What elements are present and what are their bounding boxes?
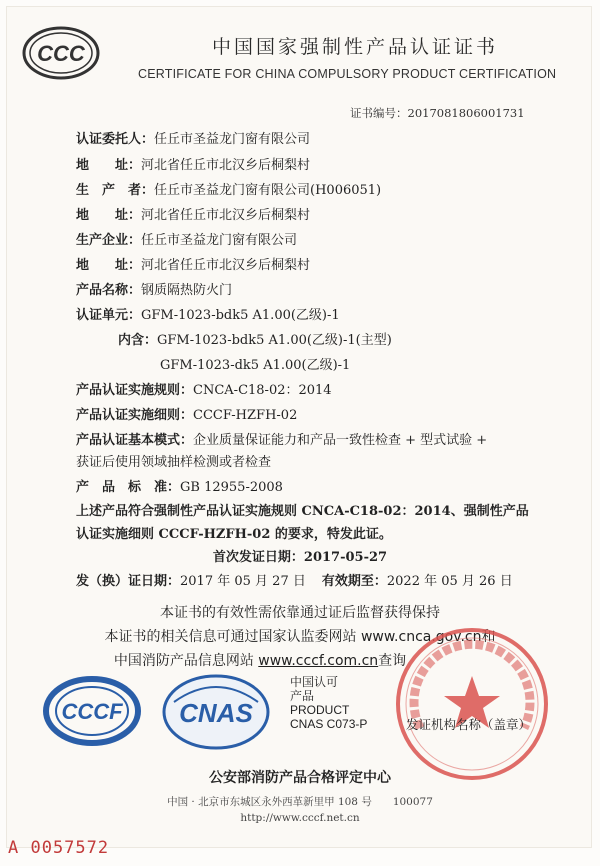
field-label: 认证单元： — [76, 308, 142, 323]
field-standard — [76, 476, 283, 495]
serial-number: A 0057572 — [8, 838, 110, 858]
field-value: 获证后使用领域抽样检测或者检查 — [76, 455, 272, 470]
statement-line-1: 上述产品符合强制性产品认证实施规则 CNCA-C18-02：2014、强制性产品 — [76, 504, 529, 519]
field-mode-cont — [76, 451, 271, 470]
statement-line-2: 认证实施细则 CCCF-HZFH-02 的要求，特发此证。 — [76, 527, 392, 542]
accreditation-text: 中国认可 产品 PRODUCT CNAS C073-P — [290, 675, 368, 731]
field-label: 生产企业： — [76, 233, 142, 248]
field-applicant — [76, 128, 310, 147]
field-label: 认证委托人： — [76, 132, 155, 147]
field-product-name — [76, 279, 232, 298]
field-label: 产品认证实施规则： — [76, 383, 194, 398]
ccc-logo — [22, 26, 100, 80]
organization-address: 中国 · 北京市东城区永外西革新里甲 108 号 100077 — [167, 796, 433, 808]
svg-text:CCC: CCC — [37, 41, 85, 66]
field-value: 河北省任丘市北汉乡后桐梨村 — [141, 258, 311, 273]
cccf-link[interactable]: www.cccf.com.cn — [258, 653, 379, 669]
field-label: 地 址： — [76, 208, 142, 223]
field-value: 任丘市圣益龙门窗有限公司(H006051) — [154, 183, 382, 198]
field-label: 生 产 者： — [76, 183, 155, 198]
field-label: 产 品 标 准： — [76, 480, 181, 495]
field-details — [76, 404, 297, 423]
contents-item: GFM-1023-bdk5 A1.00(乙级)-1(主型) — [157, 333, 392, 348]
first-issue-date: 首次发证日期：2017-05-27 — [212, 550, 388, 565]
field-value: CCCF-HZFH-02 — [193, 408, 298, 423]
field-applicant-address — [76, 154, 310, 173]
field-mode — [76, 429, 487, 448]
field-factory-address — [76, 254, 310, 273]
issue-validity-dates — [76, 570, 513, 589]
reissue-label: 发（换）证日期： — [76, 574, 181, 589]
valid-date: 2022 年 05 月 26 日 — [386, 574, 513, 589]
field-value: 企业质量保证能力和产品一致性检查 + 型式试验 + — [193, 433, 488, 448]
cccf-logo — [42, 676, 142, 746]
contents-label: 内含： — [118, 333, 158, 348]
contents-item: GFM-1023-dk5 A1.00(乙级)-1 — [160, 358, 351, 373]
field-manufacturer-address — [76, 204, 310, 223]
issuer-label: 发证机构名称（盖章） — [406, 717, 532, 732]
field-value: 河北省任丘市北汉乡后桐梨村 — [141, 158, 311, 173]
field-label: 地 址： — [76, 258, 142, 273]
svg-text:CNAS: CNAS — [179, 698, 253, 728]
field-value: 任丘市圣益龙门窗有限公司 — [154, 132, 311, 147]
field-value: CNCA-C18-02：2014 — [193, 383, 332, 398]
field-value: 任丘市圣益龙门窗有限公司 — [141, 233, 298, 248]
official-seal — [392, 624, 552, 784]
certificate-number: 证书编号：2017081806001731 — [350, 106, 525, 120]
field-label: 产品认证实施细则： — [76, 408, 194, 423]
valid-label: 有效期至： — [321, 574, 387, 589]
field-value: 钢质隔热防火门 — [141, 283, 233, 298]
field-factory — [76, 229, 297, 248]
field-manufacturer — [76, 179, 381, 198]
field-label: 地 址： — [76, 158, 142, 173]
certificate-title-en: CERTIFICATE FOR CHINA COMPULSORY PRODUCT CERTIFICATION — [138, 67, 557, 81]
svg-text:CCCF: CCCF — [61, 699, 123, 724]
notice-line-3: 中国消防产品信息网站 www.cccf.com.cn查询 — [113, 653, 407, 669]
organization-url[interactable]: http://www.cccf.net.cn — [240, 812, 360, 824]
field-unit — [76, 304, 340, 323]
issuing-organization: 公安部消防产品合格评定中心 — [209, 770, 391, 786]
notice-line-2: 本证书的相关信息可通过国家认监委网站 www.cnca.gov.cn和 — [104, 629, 496, 645]
contents-item-2 — [160, 354, 350, 373]
field-label: 产品名称： — [76, 283, 142, 298]
cnca-link[interactable]: www.cnca.gov.cn — [360, 629, 482, 645]
notice-line-1: 本证书的有效性需依靠通过证后监督获得保持 — [160, 605, 440, 621]
field-value: 河北省任丘市北汉乡后桐梨村 — [141, 208, 311, 223]
field-contents — [118, 329, 392, 348]
certificate-title-cn: 中国国家强制性产品认证证书 — [212, 36, 499, 58]
field-rules — [76, 379, 332, 398]
field-label: 产品认证基本模式： — [76, 433, 194, 448]
cnas-logo — [160, 672, 272, 752]
field-value: GFM-1023-bdk5 A1.00(乙级)-1 — [141, 308, 340, 323]
reissue-date: 2017 年 05 月 27 日 — [180, 574, 306, 589]
field-value: GB 12955-2008 — [180, 480, 283, 495]
